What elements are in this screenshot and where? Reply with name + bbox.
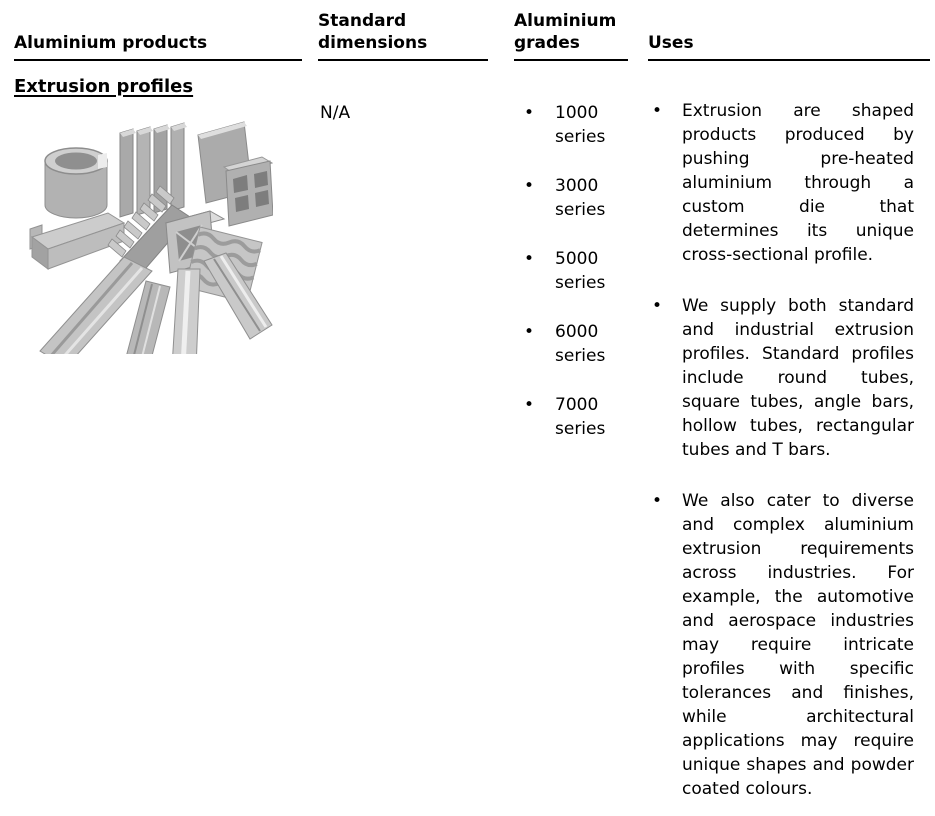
grade-item xyxy=(520,393,648,441)
bullet-icon: • xyxy=(524,395,535,415)
left-channel-shape xyxy=(30,213,124,269)
grade-label: 7000 series xyxy=(555,395,606,439)
table-body-row xyxy=(0,61,935,816)
cell-product xyxy=(14,75,318,816)
grade-item xyxy=(520,247,648,295)
grade-item xyxy=(520,320,648,368)
product-title: Extrusion profiles xyxy=(14,76,194,97)
bullet-icon: • xyxy=(652,101,663,121)
grade-label: 1000 series xyxy=(555,103,606,147)
use-paragraph: We also cater to diverse and complex aluminium extrusion requirements across industries. For example, the automotive and aerospace industries may require intricate profiles with specific tolerances and finishes, while architectural applications may require unique shapes and powder coated colours. xyxy=(682,491,914,799)
header-label-uses: Uses xyxy=(648,33,694,53)
grade-item xyxy=(520,174,648,222)
header-cell-aluminium-grades xyxy=(514,10,648,61)
use-paragraph: We supply both standard and industrial extrusion profiles. Standard profiles include round tubes, square tubes, angle bars, hollow tubes, rectangular tubes and T bars. xyxy=(682,296,914,460)
use-item xyxy=(650,99,914,267)
bullet-icon: • xyxy=(524,322,535,342)
use-item xyxy=(650,489,914,801)
header-cell-standard-dimensions xyxy=(318,10,514,61)
cell-uses xyxy=(648,75,930,816)
bullet-icon: • xyxy=(652,491,663,511)
standard-dimensions-value: N/A xyxy=(320,103,351,123)
header-cell-aluminium-products xyxy=(14,31,318,61)
grade-label: 5000 series xyxy=(555,249,606,293)
extrusion-profiles-image xyxy=(28,109,273,354)
bullet-icon: • xyxy=(524,103,535,123)
header-cell-uses xyxy=(648,31,930,61)
header-label-standard-dimensions: Standard dimensions xyxy=(318,11,428,53)
table-header-row xyxy=(0,0,935,61)
header-label-aluminium-grades: Aluminium grades xyxy=(514,11,617,53)
round-tube-shape xyxy=(45,148,107,218)
grade-label: 6000 series xyxy=(555,322,606,366)
bullet-icon: • xyxy=(652,296,663,316)
header-label-aluminium-products: Aluminium products xyxy=(14,33,208,53)
square-block-shape xyxy=(224,157,273,226)
grade-item xyxy=(520,101,648,149)
header-rule xyxy=(318,10,488,61)
grade-label: 3000 series xyxy=(555,176,606,220)
extrusion-profiles-illustration xyxy=(28,109,273,354)
use-item xyxy=(650,294,914,462)
uses-list xyxy=(650,99,914,801)
header-rule xyxy=(648,31,930,61)
curved-channel-shape xyxy=(172,269,200,354)
header-rule xyxy=(14,31,302,61)
grades-list xyxy=(520,101,648,441)
bullet-icon: • xyxy=(524,176,535,196)
header-rule xyxy=(514,10,628,61)
use-paragraph: Extrusion are shaped products produced by pushing pre-heated aluminium through a custom die that determines its unique cross-sectional profile. xyxy=(682,101,914,265)
cell-aluminium-grades xyxy=(514,75,648,816)
cell-standard-dimensions xyxy=(318,75,514,816)
bullet-icon: • xyxy=(524,249,535,269)
